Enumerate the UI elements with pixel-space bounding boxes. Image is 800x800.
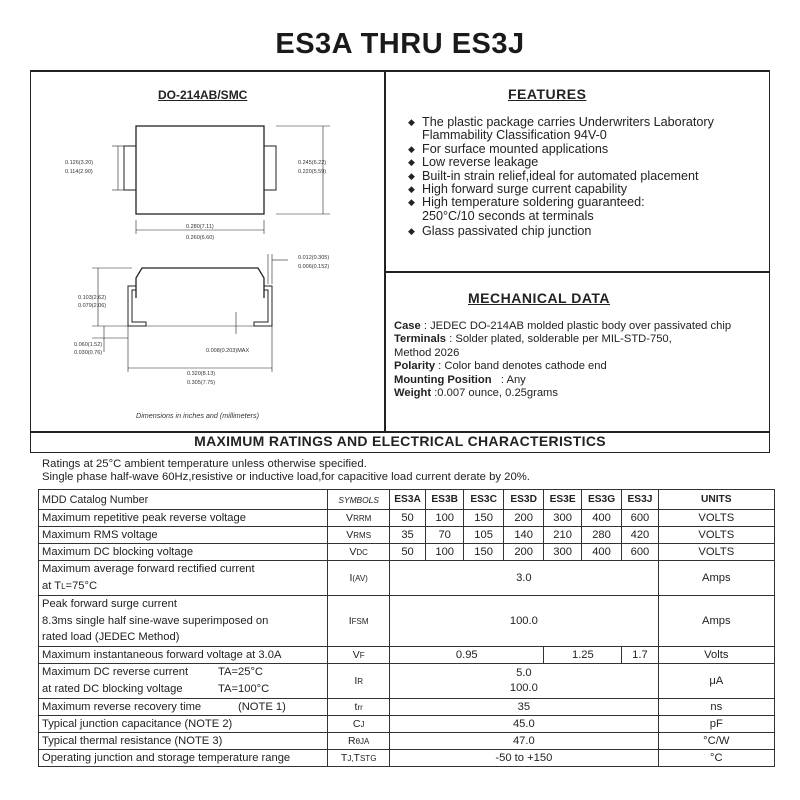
feature-text: High forward surge current capability — [422, 182, 628, 197]
symbol-cell: RθJA — [328, 732, 390, 749]
unit-cell: °C/W — [658, 732, 774, 749]
ratings-title: MAXIMUM RATINGS AND ELECTRICAL CHARACTERISTICS — [194, 433, 606, 449]
side-view-lead-right — [254, 286, 272, 326]
features-title: FEATURES — [508, 86, 587, 102]
catalog-header: MDD Catalog Number — [39, 490, 328, 510]
dim-length-min: 0.260(6.60) — [186, 235, 215, 241]
table-row — [39, 544, 775, 561]
terminals-value: : Solder plated, solderable per MIL-STD-750, — [446, 333, 672, 346]
table-row — [39, 646, 775, 663]
side-view-lead-left — [128, 286, 146, 326]
bullet-icon: ◆ — [408, 226, 415, 237]
value-cell: 100.0 — [390, 596, 658, 647]
part-header: ES3D — [503, 490, 544, 510]
unit-cell: Amps — [658, 561, 774, 596]
top-view-body — [136, 126, 264, 214]
value-cell: 5.0 100.0 — [390, 663, 658, 698]
bullet-icon: ◆ — [408, 184, 415, 195]
unit-cell: pF — [658, 715, 774, 732]
dim-caption: Dimensions in inches and (millimeters) — [136, 411, 260, 420]
value-cell: 150 — [464, 544, 503, 561]
param-cell: Typical junction capacitance (NOTE 2) — [39, 715, 328, 732]
top-view-lead-left — [124, 146, 136, 190]
terminals-label: Terminals — [394, 333, 447, 346]
dim-lead-l-min: 0.030(0.76) — [74, 350, 103, 356]
value-cell: 100 — [425, 510, 463, 527]
dim-width-max: 0.245(6.22) — [298, 160, 327, 166]
value-cell: 50 — [390, 544, 426, 561]
case-label: Case — [394, 320, 421, 332]
feature-text: Glass passivated chip junction — [422, 224, 592, 239]
ratings-note-2: Single phase half-wave 60Hz,resistive or inductive load,for capacitive load current derate by 20%. — [42, 471, 530, 483]
table-row — [39, 561, 775, 596]
package-label: DO-214AB/SMC — [158, 88, 248, 102]
feature-item — [408, 116, 788, 143]
part-header: ES3C — [464, 490, 503, 510]
param-cell: Maximum reverse recovery time (NOTE 1) — [39, 698, 328, 715]
part-header: ES3G — [581, 490, 622, 510]
top-view-lead-right — [264, 146, 276, 190]
unit-cell: VOLTS — [658, 510, 774, 527]
table-row — [39, 749, 775, 766]
value-cell: 400 — [581, 544, 622, 561]
table-row — [39, 732, 775, 749]
symbol-cell: CJ — [328, 715, 390, 732]
symbol-cell: VRRM — [328, 510, 390, 527]
symbol-cell: VDC — [328, 544, 390, 561]
part-header: ES3B — [425, 490, 463, 510]
value-cell: -50 to +150 — [390, 749, 658, 766]
terminals-value-2: Method 2026 — [394, 346, 460, 359]
units-header: UNITS — [658, 490, 774, 510]
feature-item — [408, 183, 788, 196]
unit-cell: VOLTS — [658, 527, 774, 544]
feature-item — [408, 196, 788, 223]
dim-lead-t-max: 0.012(0.305) — [298, 255, 330, 261]
value-cell: 200 — [503, 544, 544, 561]
ratings-table — [38, 489, 775, 767]
side-view-body — [136, 268, 264, 298]
dim-overall-max: 0.320(8.13) — [187, 371, 216, 377]
param-cell: Maximum RMS voltage — [39, 527, 328, 544]
bullet-icon: ◆ — [408, 143, 415, 154]
feature-text: For surface mounted applications — [422, 141, 609, 156]
bullet-icon: ◆ — [408, 197, 415, 208]
symbol-cell: VRMS — [328, 527, 390, 544]
value-cell: 300 — [544, 544, 581, 561]
value-cell: 35 — [390, 527, 426, 544]
value-cell: 420 — [622, 527, 658, 544]
feature-text: The plastic package carries Underwriters Laboratory — [422, 115, 714, 129]
polarity-label: Polarity — [394, 360, 436, 373]
param-cell: Peak forward surge current 8.3ms single half sine-wave superimposed on rated load (JEDEC Method) — [39, 596, 328, 647]
feature-text: Built-in strain relief,ideal for automated placement — [422, 168, 699, 183]
value-cell: 140 — [503, 527, 544, 544]
dim-width-min: 0.220(5.59) — [298, 169, 327, 175]
mounting-value: : Any — [491, 373, 526, 386]
table-row — [39, 527, 775, 544]
value-cell: 100 — [425, 544, 463, 561]
feature-text: Low reverse leakage — [422, 155, 539, 170]
unit-cell: μA — [658, 663, 774, 698]
feature-item — [408, 143, 788, 156]
dim-standoff: 0.008(0.203)MAX — [206, 348, 250, 354]
ratings-title-divider — [30, 452, 770, 453]
symbol-cell: IR — [328, 663, 390, 698]
unit-cell: Volts — [658, 646, 774, 663]
unit-cell: VOLTS — [658, 544, 774, 561]
value-cell: 210 — [544, 527, 581, 544]
value-cell: 200 — [503, 510, 544, 527]
dim-lead-t-min: 0.006(0.152) — [298, 264, 330, 270]
param-cell: Maximum DC reverse current TA=25°C at rated DC blocking voltage TA=100°C — [39, 663, 328, 698]
table-row — [39, 698, 775, 715]
value-cell: 150 — [464, 510, 503, 527]
param-cell: Maximum repetitive peak reverse voltage — [39, 510, 328, 527]
part-header: ES3J — [622, 490, 658, 510]
param-cell: Maximum DC blocking voltage — [39, 544, 328, 561]
table-header-row — [39, 490, 775, 510]
symbol-cell: trr — [328, 698, 390, 715]
value-cell: 50 — [390, 510, 426, 527]
part-header: ES3E — [544, 490, 581, 510]
dim-height-min: 0.114(2.90) — [65, 169, 93, 175]
feature-text: 250°C/10 seconds at terminals — [422, 208, 594, 223]
mech-divider — [385, 271, 770, 273]
value-cell: 47.0 — [390, 732, 658, 749]
bullet-icon: ◆ — [408, 157, 415, 168]
weight-value: :0.007 ounce, 0.25grams — [431, 387, 558, 400]
feature-text: High temperature soldering guaranteed: — [422, 195, 645, 210]
bullet-icon: ◆ — [408, 170, 415, 181]
value-cell: 1.7 — [622, 646, 658, 663]
dim-lead-l-max: 0.060(1.52) — [74, 342, 103, 348]
mechanical-data — [394, 320, 794, 400]
dim-length-max: 0.280(7.11) — [186, 224, 214, 230]
feature-text: Flammability Classification 94V-0 — [422, 128, 607, 143]
polarity-value: : Color band denotes cathode end — [435, 360, 607, 373]
value-cell: 70 — [425, 527, 463, 544]
feature-item — [408, 170, 788, 183]
weight-label: Weight — [394, 387, 432, 400]
page-title: ES3A THRU ES3J — [275, 28, 525, 60]
case-value: : JEDEC DO-214AB molded plastic body over passivated chip — [420, 320, 732, 332]
symbol-cell: IFSM — [328, 596, 390, 647]
table-row — [39, 510, 775, 527]
package-outline-drawing — [0, 72, 384, 432]
dim-overall-min: 0.305(7.75) — [187, 380, 216, 386]
value-cell: 35 — [390, 698, 658, 715]
unit-cell: Amps — [658, 596, 774, 647]
symbols-header: SYMBOLS — [328, 490, 390, 510]
value-cell: 280 — [581, 527, 622, 544]
dim-body-h-max: 0.103(2.62) — [78, 295, 107, 301]
value-cell: 3.0 — [390, 561, 658, 596]
center-divider — [384, 70, 386, 432]
table-row — [39, 715, 775, 732]
part-header: ES3A — [390, 490, 426, 510]
table-row — [39, 663, 775, 698]
value-cell: 300 — [544, 510, 581, 527]
value-cell: 600 — [622, 510, 658, 527]
ratings-note-1: Ratings at 25°C ambient temperature unless otherwise specified. — [42, 458, 367, 470]
value-cell: 600 — [622, 544, 658, 561]
value-cell: 1.25 — [544, 646, 622, 663]
symbol-cell: I(AV) — [328, 561, 390, 596]
param-cell: Maximum average forward rectified current at TL=75°C — [39, 561, 328, 596]
bullet-icon: ◆ — [408, 117, 415, 127]
dim-height-max: 0.126(3.20) — [65, 160, 94, 166]
unit-cell: ns — [658, 698, 774, 715]
dim-body-h-min: 0.079(2.06) — [78, 303, 107, 309]
symbol-cell: TJ,TSTG — [328, 749, 390, 766]
value-cell: 105 — [464, 527, 503, 544]
value-cell: 400 — [581, 510, 622, 527]
feature-item — [408, 156, 788, 169]
mounting-label: Mounting Position — [394, 373, 492, 386]
value-cell: 45.0 — [390, 715, 658, 732]
table-row — [39, 596, 775, 647]
param-cell: Maximum instantaneous forward voltage at 3.0A — [39, 646, 328, 663]
param-cell: Operating junction and storage temperature range — [39, 749, 328, 766]
unit-cell: °C — [658, 749, 774, 766]
feature-item — [408, 225, 788, 238]
mechanical-title: MECHANICAL DATA — [468, 290, 611, 306]
param-cell: Typical thermal resistance (NOTE 3) — [39, 732, 328, 749]
symbol-cell: VF — [328, 646, 390, 663]
value-cell: 0.95 — [390, 646, 544, 663]
features-list — [408, 116, 788, 239]
